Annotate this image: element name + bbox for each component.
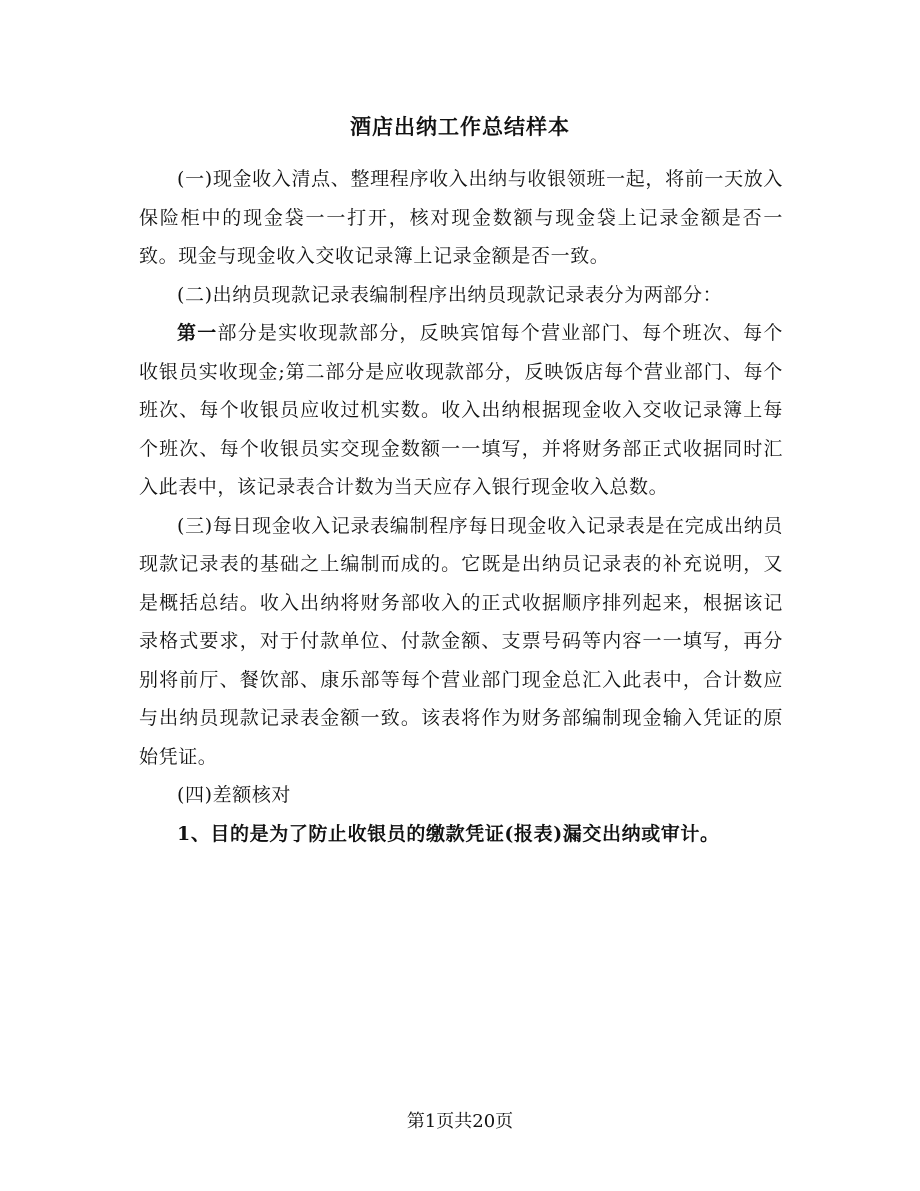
paragraph-lead-bold: 第一 [177, 322, 218, 344]
paragraph-body: 部分是实收现款部分，反映宾馆每个营业部门、每个班次、每个收银员实收现金;第二部分是应收现款部分，反映饭店每个营业部门、每个班次、每个收银员应收过机实数。收入出纳根据现金收入交收记录簿上每个班次、每个收银员实交现金数额一一填写，并将财务部正式收据同时汇入此表中，该记录表合计数为当天应存入银行现金收入总数。 [139, 322, 783, 498]
section-heading-difference-check: (四)差额核对 [177, 784, 292, 806]
paragraph-cashier-record-parts [139, 314, 783, 507]
page-number: 第1页共20页 [406, 1111, 514, 1132]
paragraph-cashier-record-intro: (二)出纳员现款记录表编制程序出纳员现款记录表分为两部分： [177, 283, 723, 306]
document-body [139, 160, 783, 853]
page-title: 酒店出纳工作总结样本 [350, 114, 570, 139]
paragraph-purpose: 1、目的是为了防止收银员的缴款凭证(报表)漏交出纳或审计。 [177, 822, 720, 845]
paragraph-daily-cash-record: (三)每日现金收入记录表编制程序每日现金收入记录表是在完成出纳员现款记录表的基础之上编制而成的。它既是出纳员记录表的补充说明，又是概括总结。收入出纳将财务部收入的正式收据顺序排列起来，根据该记录格式要求，对于付款单位、付款金额、支票号码等内容一一填写，再分别将前厅、餐饮部、康乐部等每个营业部门现金总汇入此表中，合计数应与出纳员现款记录表金额一致。该表将作为财务部编制现金输入凭证的原始凭证。 [139, 514, 783, 768]
paragraph-cash-counting: (一)现金收入清点、整理程序收入出纳与收银领班一起，将前一天放入保险柜中的现金袋一一打开，核对现金数额与现金袋上记录金额是否一致。现金与现金收入交收记录簿上记录金额是否一致。 [139, 168, 783, 267]
